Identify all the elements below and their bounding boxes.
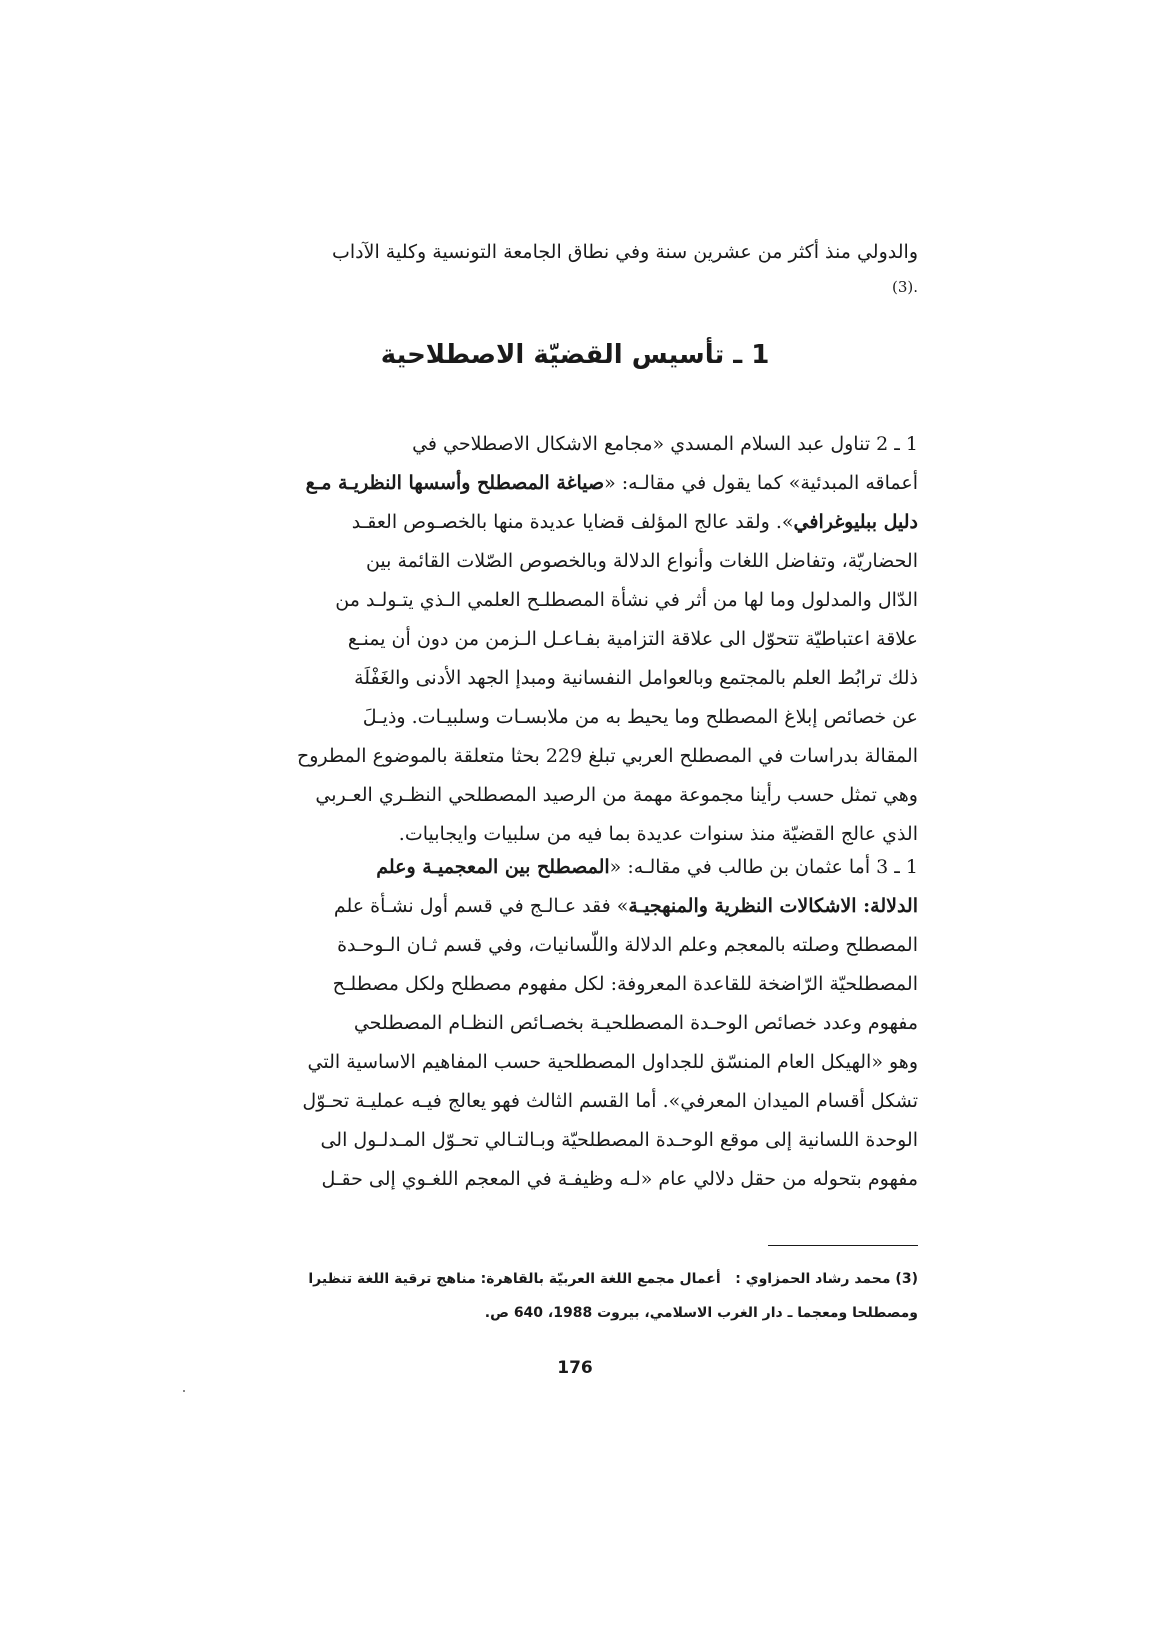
paragraph-line: الوحدة اللسانية إلى موقع الوحـدة المصطلحيّة وبـالتـالي تحـوّل المـدلـول الى <box>320 1129 918 1151</box>
paragraph-line <box>228 503 918 542</box>
paragraph-text: أعماقه المبدئية» كما يقول في مقالـه: « <box>604 472 918 494</box>
paragraph-line: عن خصائص إبلاغ المصطلح وما يحيط به من ملابسـات وسلبيـات. وذيـلَ <box>362 706 918 728</box>
paragraph-line: المصطلح وصلته بالمعجم وعلم الدلالة واللّسانيات، وفي قسم ثـان الـوحـدة <box>337 934 918 956</box>
paragraph-line: علاقة اعتباطيّة تتحوّل الى علاقة التزامية بفـاعـل الـزمن من دون أن يمنـع <box>347 628 918 650</box>
footnote-line <box>228 1262 918 1296</box>
article-title: دليل ببليوغرافي <box>793 511 918 533</box>
article-title: المصطلح بين المعجميـة وعلم <box>376 856 610 878</box>
paragraph-line <box>228 887 918 926</box>
paragraph-text: 1 ـ 3 أما عثمان بن طالب في مقالـه: « <box>609 856 918 878</box>
paragraph-line: المصطلحيّة الرّاضخة للقاعدة المعروفة: لكل مفهوم مصطلح ولكل مصطلـح <box>332 973 918 995</box>
article-title: الدلالة: الاشكالات النظرية والمنهجيـة <box>628 895 918 917</box>
page-number: 176 <box>557 1358 593 1378</box>
section-heading: 1 ـ تأسيس القضيّة الاصطلاحية <box>380 340 770 370</box>
article-title: صياغة المصطلح وأسسها النظريـة مـع <box>305 472 605 494</box>
paragraph-line <box>228 848 918 887</box>
paragraph-line: الحضاريّة، وتفاضل اللغات وأنواع الدلالة وبالخصوص الصّلات القائمة بين <box>365 550 918 572</box>
paragraph-1-3 <box>228 848 918 1199</box>
footnote-author: (3) محمد رشاد الحمزاوي : <box>735 1271 918 1287</box>
paragraph-text: ». ولقد عالج المؤلف قضايا عديدة منها بالخصـوص العقـد <box>351 511 794 533</box>
paragraph-line: وهو «الهيكل العام المنسّق للجداول المصطلحية حسب المفاهيم الاساسية التي <box>307 1051 918 1073</box>
footnote-line: ومصطلحا ومعجما ـ دار الغرب الاسلامي، بيروت 1988، 640 ص. <box>484 1305 918 1321</box>
paragraph-line: المقالة بدراسات في المصطلح العربي تبلغ 229 بحثا متعلقة بالموضوع المطروح <box>296 745 918 767</box>
intro-paragraph <box>228 232 918 302</box>
paragraph-line: مفهوم بتحوله من حقل دلالي عام «لـه وظيفـة في المعجم اللغـوي إلى حقـل <box>321 1168 918 1190</box>
paragraph-text: » فقد عـالـج في قسم أول نشـأة علم <box>333 895 629 917</box>
footnote-reference: .(3) <box>891 278 918 296</box>
paragraph-line: مفهوم وعدد خصائص الوحـدة المصطلحيـة بخصـائص النظـام المصطلحي <box>353 1012 918 1034</box>
footnote-divider <box>768 1245 918 1246</box>
paragraph-line: تشكل أقسام الميدان المعرفي». أما القسم الثالث فهو يعالج فيـه عمليـة تحـوّل <box>302 1090 918 1112</box>
paragraph-line: وهي تمثل حسب رأينا مجموعة مهمة من الرصيد المصطلحي النظـري العـربي <box>315 784 918 806</box>
paragraph-line: 1 ـ 2 تناول عبد السلام المسدي «مجامع الاشكال الاصطلاحي في <box>412 433 918 455</box>
scan-artifact <box>183 1390 185 1392</box>
paragraph-line: ذلك ترابُط العلم بالمجتمع وبالعوامل النفسانية ومبدإ الجهد الأدنى والغَفْلَة <box>354 667 918 689</box>
paragraph-line: الذي عالج القضيّة منذ سنوات عديدة بما فيه من سلبيات وايجابيات. <box>398 823 918 845</box>
footnote-title: أعمال مجمع اللغة العربيّة بالقاهرة: مناهج ترقية اللغة تنظيرا <box>308 1271 721 1287</box>
paragraph-1-2 <box>228 425 918 854</box>
paragraph-line: الدّال والمدلول وما لها من أثر في نشأة المصطلـح العلمي الـذي يتـولـد من <box>335 589 918 611</box>
footnote <box>228 1262 918 1330</box>
intro-line: والدولي منذ أكثر من عشرين سنة وفي نطاق الجامعة التونسية وكلية الآداب <box>332 241 918 263</box>
paragraph-line <box>228 464 918 503</box>
